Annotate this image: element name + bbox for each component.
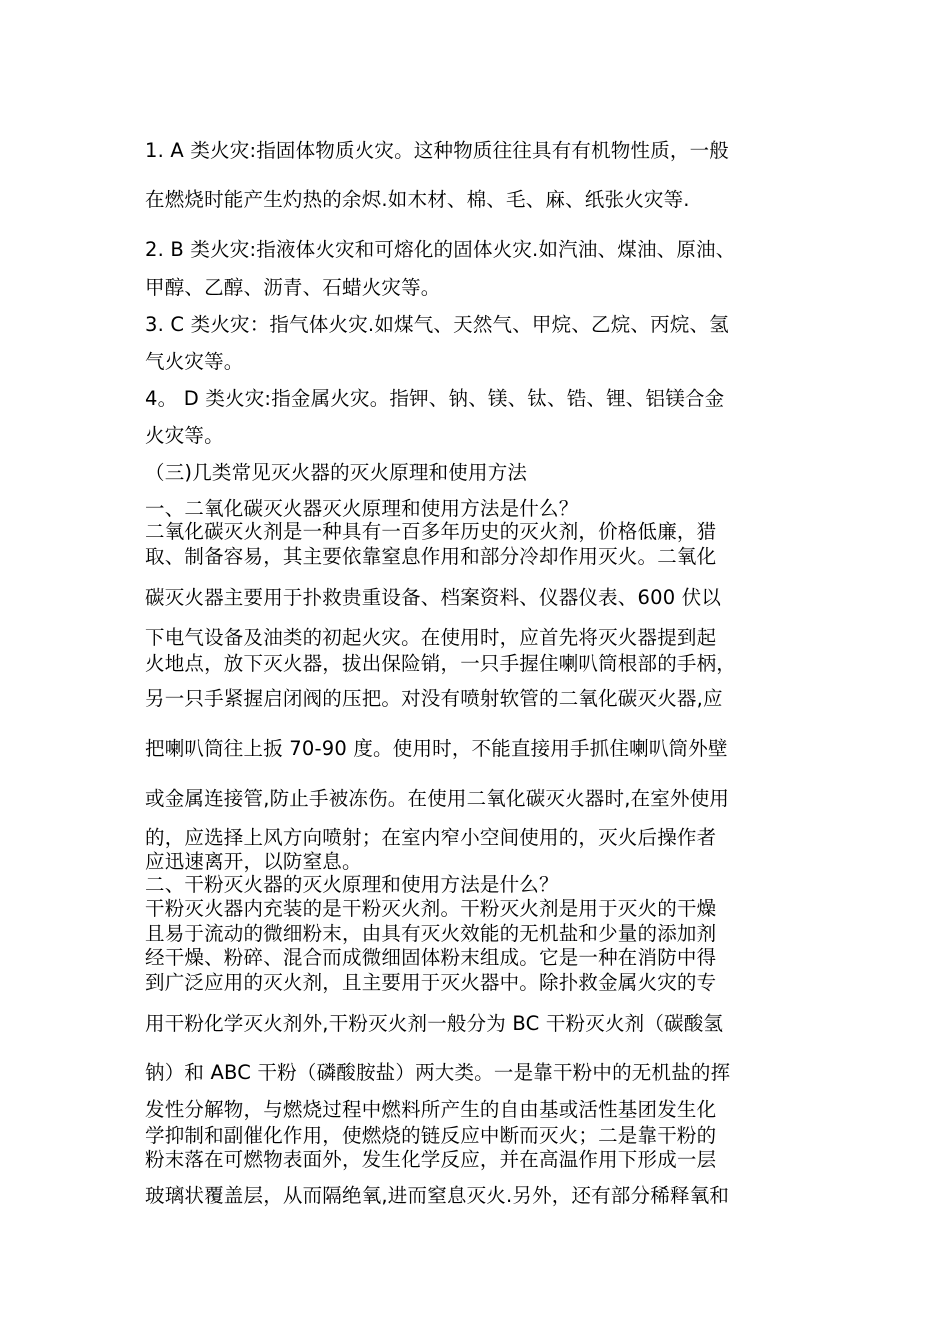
text-line: 1. A 类火灾:指固体物质火灾。这种物质往往具有有机物性质，一般 <box>145 139 730 162</box>
text-line: 且易于流动的微细粉末，由具有灭火效能的无机盐和少量的添加剂 <box>145 922 717 945</box>
text-line: 另一只手紧握启闭阀的压把。对没有喷射软管的二氧化碳灭火器,应 <box>145 687 723 710</box>
text-line: 的，应选择上风方向喷射；在室内窄小空间使用的，灭火后操作者 <box>145 826 717 849</box>
text-line: 4。 D 类火灾:指金属火灾。指钾、钠、镁、钛、锆、锂、铝镁合金 <box>145 387 725 410</box>
text-line: 发性分解物，与燃烧过程中燃料所产生的自由基或活性基团发生化 <box>145 1098 717 1121</box>
text-line: 甲醇、乙醇、沥青、石蜡火灾等。 <box>145 276 441 299</box>
text-line: 取、制备容易，其主要依靠窒息作用和部分冷却作用灭火。二氧化 <box>145 545 717 568</box>
text-line: 二氧化碳灭火剂是一种具有一百多年历史的灭火剂，价格低廉，猎 <box>145 520 717 543</box>
text-line: 干粉灭火器内充装的是干粉灭火剂。干粉灭火剂是用于灭火的干燥 <box>145 897 717 920</box>
section-heading: （三)几类常见灭火器的灭火原理和使用方法 <box>145 461 528 484</box>
text-line: 应迅速离开，以防窒息。 <box>145 850 362 873</box>
text-line: 用干粉化学灭火剂外,干粉灭火剂一般分为 BC 干粉灭火剂（碳酸氢 <box>145 1012 724 1035</box>
text-line: 粉末落在可燃物表面外，发生化学反应，并在高温作用下形成一层 <box>145 1148 717 1171</box>
text-line: 经干燥、粉碎、混合而成微细固体粉末组成。它是一种在消防中得 <box>145 946 717 969</box>
text-line: 火地点，放下灭火器，拔出保险销，一只手握住喇叭筒根部的手柄， <box>145 652 737 675</box>
text-line: 2. B 类火灾:指液体火灾和可熔化的固体火灾.如汽油、煤油、原油、 <box>145 238 736 261</box>
text-line: 或金属连接管,防止手被冻伤。在使用二氧化碳灭火器时,在室外使用 <box>145 787 730 810</box>
text-line: 气火灾等。 <box>145 350 244 373</box>
text-line: 碳灭火器主要用于扑救贵重设备、档案资料、仪器仪表、600 伏以 <box>145 586 722 609</box>
text-line: 火灾等。 <box>145 424 224 447</box>
question-heading: 二、干粉灭火器的灭火原理和使用方法是什么？ <box>145 873 559 896</box>
text-line: 下电气设备及油类的初起火灾。在使用时，应首先将灭火器提到起 <box>145 626 717 649</box>
text-line: 到广泛应用的灭火剂，且主要用于灭火器中。除扑救金属火灾的专 <box>145 971 717 994</box>
text-line: 把喇叭筒往上扳 70-90 度。使用时，不能直接用手抓住喇叭筒外壁 <box>145 737 728 760</box>
question-heading: 一、二氧化碳灭火器灭火原理和使用方法是什么？ <box>145 497 579 520</box>
text-line: 钠）和 ABC 干粉（磷酸胺盐）两大类。一是靠干粉中的无机盐的挥 <box>145 1061 731 1084</box>
text-line: 在燃烧时能产生灼热的余烬.如木材、棉、毛、麻、纸张火灾等. <box>145 188 690 211</box>
text-line: 学抑制和副催化作用，使燃烧的链反应中断而灭火；二是靠干粉的 <box>145 1124 717 1147</box>
text-line: 玻璃状覆盖层，从而隔绝氧,进而窒息灭火.另外，还有部分稀释氧和 <box>145 1184 730 1207</box>
text-line: 3. C 类火灾：指气体火灾.如煤气、天然气、甲烷、乙烷、丙烷、氢 <box>145 313 729 336</box>
